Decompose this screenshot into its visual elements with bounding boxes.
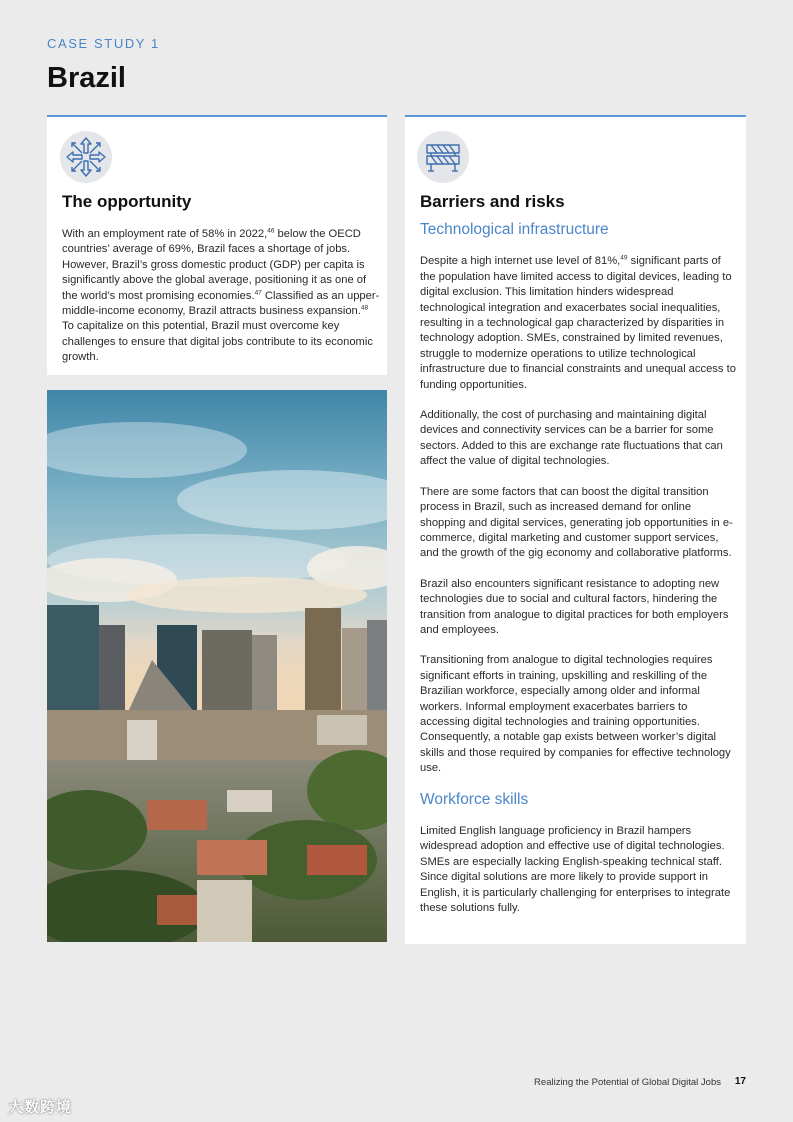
footnote-ref: 49 [620,254,628,262]
case-study-kicker: CASE STUDY 1 [47,36,160,51]
watermark-logo: 大数跨境 [8,1099,73,1116]
workforce-paragraph-1: Limited English language proficiency in Brazil hampers widespread adoption and effective use of digital technologies. SMEs are especially lacking English-speaking technical staff. Since digital solutions are more likely to provide support in English, it is particularly challenging for enterprises to integrate these solutions fully. [420,825,731,915]
roadblock-barrier-icon [417,131,469,183]
barriers-heading: Barriers and risks [420,192,565,211]
tech-paragraph-2: Additionally, the cost of purchasing and maintaining digital devices and connectivity services can be a barrier for some sectors. Added to this are exchange rate fluctuations that can affect the value of digital technologies. [420,409,723,468]
tech-paragraph-4: Brazil also encounters significant resistance to adopting new technologies due to social and cultural factors, hindering the transition from analogue to digital practices for both employers and employees. [420,577,729,636]
tech-paragraph-3: There are some factors that can boost the digital transition process in Brazil, such as increased demand for online shopping and digital services, generating job opportunities in e-commerce, digital marketing and customer support services, and the growth of the gig economy and collaborative platforms. [420,485,733,560]
footnote-ref: 47 [254,288,262,296]
page-number: 17 [734,1076,746,1087]
opportunity-card [47,115,387,375]
tech-paragraph-5: Transitioning from analogue to digital technologies requires significant efforts in training, upskilling and reskilling of the Brazilian workforce, especially among older and informal workers. Informal employment exacerbates barriers to accessing digital technologies and training opportunities. Consequently, a notable gap exists between worker’s digital skills and those required by companies for effective technology use. [420,654,731,775]
workforce-skills-subheading: Workforce skills [420,790,529,808]
footnote-ref: 48 [360,304,369,312]
rio-cityscape-photo [47,390,387,942]
opportunity-heading: The opportunity [62,192,192,211]
footnote-ref: 46 [267,227,275,235]
page-title: Brazil [47,62,126,94]
barriers-card [405,115,746,944]
opportunity-paragraph: With an employment rate of 58% in 2022,46 below the OECD countries’ average of 69%, Brazil faces a shortage of jobs. However, Brazil’s gross domestic product (GDP) per capita is significantly above the global average, positioning it as one of the world’s most promising economies.$^{47}$ Classified as an upper-middle-income economy, Brazil attracts business expansion.$^{48}$ To capitalize on this potential, Brazil must overcome key challenges to ensure that digital jobs contribute to its economic growth. [62,227,380,364]
tech-infrastructure-subheading: Technological infrastructure [420,221,609,238]
footer-report-title: Realizing the Potential of Global Digital Jobs [534,1077,721,1088]
tech-paragraph-1: Despite a high internet use level of 81%,$^{49}$ significant parts of the population have limited access to digital devices, leading to digital exclusion. This limitation hinders widespread technological integration and exacerbates social inequalities, resulting in a technological gap characterized by disparities in technology adoption. SMEs, constrained by limited revenues, struggle to modernize operations to utilize technological infrastructure due to financial constraints and unequal access to funding opportunities. [420,254,736,391]
arrows-expand-icon [60,131,112,183]
